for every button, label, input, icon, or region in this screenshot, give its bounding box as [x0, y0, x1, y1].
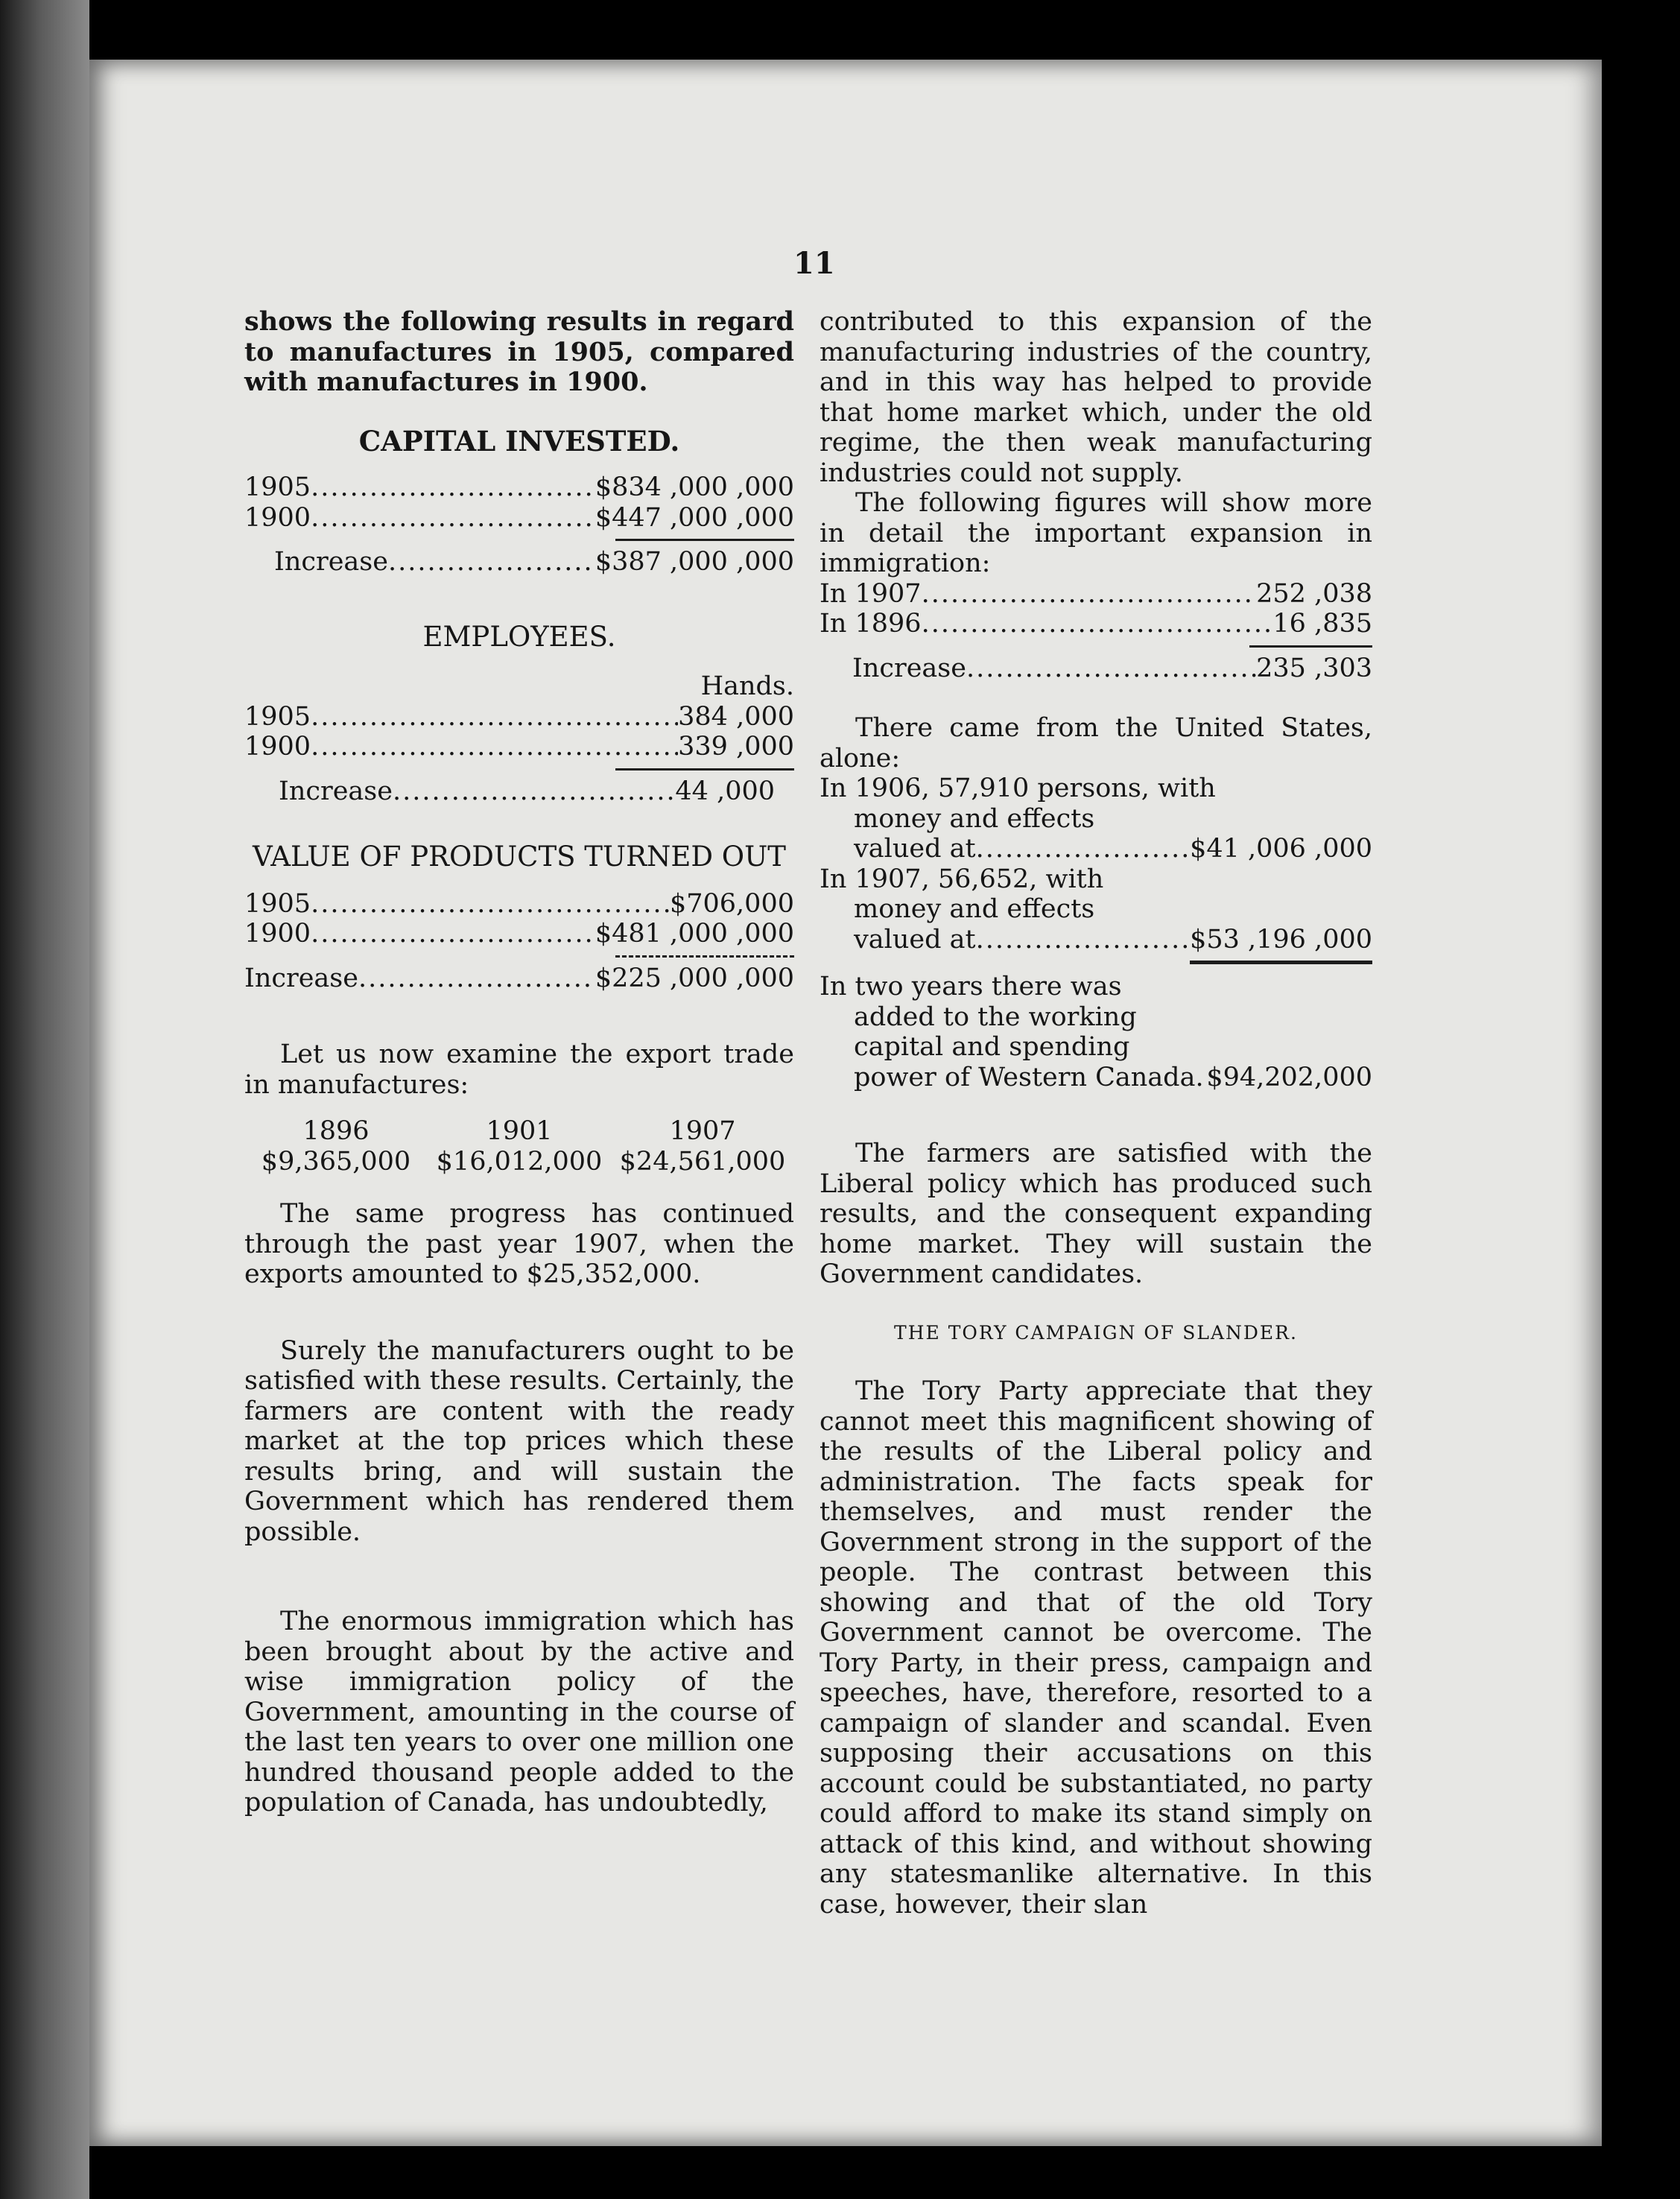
- sum-rule: [615, 955, 794, 958]
- row-value: $481 ,000 ,000: [595, 919, 794, 949]
- dot-leader: [976, 834, 1191, 864]
- row-label: Increase: [244, 963, 358, 993]
- page-number: 11: [793, 246, 835, 281]
- two-years-row: [820, 1063, 1372, 1093]
- export-value: $24,561,000: [619, 1146, 786, 1177]
- row-value: $834 ,000 ,000: [595, 472, 794, 502]
- dot-leader: [393, 776, 675, 807]
- dot-leader: [311, 702, 678, 733]
- dot-leader: [311, 503, 595, 534]
- row-label: 1900: [244, 732, 311, 762]
- sum-rule: [615, 539, 794, 541]
- sum-rule: [615, 768, 794, 771]
- export-year: 1907: [669, 1116, 736, 1146]
- products-row-1905: [244, 889, 794, 920]
- row-value: 384 ,000: [678, 701, 794, 732]
- tory-paragraph: The Tory Party appreciate that they cannot meet this magnificent showing of the results of the Liberal policy and administration. The facts speak for themselves, and must render the Government strong in the support of the people. The contrast between this showing and that of the old Tory Government cannot be overcome. The Tory Party, in their press, campaign and speeches, have, therefore, resorted to a campaign of slander and scandal. Even supposing their accusations on this account could be substantiated, no party could afford to make its stand simply on attack of this kind, and without showing any statesmanlike alternative. In this case, however, their slan: [820, 1376, 1372, 1920]
- products-increase-row: [244, 964, 794, 994]
- row-value: $447 ,000 ,000: [595, 502, 794, 533]
- capital-increase-row: [244, 547, 794, 578]
- dot-leader: [922, 609, 1273, 639]
- row-label: power of Western Canada.: [854, 1062, 1204, 1092]
- capital-row-1905: [244, 472, 794, 503]
- immigration-increase-row: [820, 654, 1372, 684]
- dot-leader: [311, 889, 670, 920]
- sum-rule: [1190, 961, 1372, 964]
- progress-paragraph: The same progress has continued through the past year 1907, when the exports amounted to $25,352,000.: [244, 1199, 794, 1289]
- dot-leader: [966, 654, 1256, 684]
- left-column: [244, 307, 794, 1818]
- employees-row-1900: [244, 732, 794, 762]
- export-years: [244, 1116, 794, 1147]
- facing-page-edge: [0, 0, 89, 2199]
- row-value: 16 ,835: [1272, 609, 1372, 639]
- us-1907-line1: In 1907, 56,652, with: [820, 864, 1104, 894]
- row-label: In 1907: [820, 578, 922, 609]
- us-1907-line2: money and effects: [854, 894, 1095, 924]
- immigration-row-1907: [820, 579, 1372, 610]
- two-years-line3: capital and spending: [854, 1032, 1130, 1062]
- products-heading: VALUE OF PRODUCTS TURNED OUT: [253, 841, 786, 873]
- sum-rule: [1249, 645, 1372, 648]
- row-label: In 1896: [820, 609, 922, 639]
- following-paragraph: The following figures will show more in detail the important expansion in immigration:: [820, 488, 1372, 578]
- row-label: Increase: [852, 653, 966, 683]
- row-label: 1900: [244, 919, 311, 949]
- right-column: [820, 307, 1372, 1920]
- contrib-paragraph: contributed to this expansion of the manufacturing industries of the country, and in this way has helped to provide that home market which, under the old regime, the then weak manufacturing industries could not supply.: [820, 307, 1372, 488]
- us-intro: There came from the United States, alone:: [820, 713, 1372, 773]
- row-label: Increase: [274, 547, 388, 577]
- row-label: Increase: [279, 776, 393, 806]
- two-years-line1: In two years there was: [820, 972, 1122, 1002]
- products-row-1900: [244, 919, 794, 949]
- row-value: $387 ,000 ,000: [595, 547, 794, 577]
- row-value: 339 ,000: [678, 732, 794, 762]
- dot-leader: [922, 579, 1257, 610]
- row-label: valued at: [854, 834, 976, 864]
- row-value: 235 ,303: [1256, 653, 1372, 683]
- export-year: 1901: [486, 1116, 553, 1146]
- export-intro: Let us now examine the export trade in manufactures:: [244, 1040, 794, 1100]
- capital-heading: CAPITAL INVESTED.: [358, 424, 680, 458]
- row-value: $94,202,000: [1206, 1062, 1372, 1092]
- surely-paragraph: Surely the manufacturers ought to be satisfied with these results. Certainly, the farmers are content with the ready market at the top prices which these results bring, and will sustain the Government which has rendered them possible.: [244, 1335, 794, 1547]
- export-year: 1896: [302, 1116, 370, 1146]
- us-1906-line2: money and effects: [854, 803, 1095, 834]
- row-label: 1905: [244, 701, 311, 732]
- employees-row-1905: [244, 702, 794, 733]
- us-1906-row: [820, 834, 1372, 864]
- dot-leader: [358, 964, 595, 994]
- export-value: $16,012,000: [436, 1146, 603, 1177]
- row-label: 1905: [244, 888, 311, 919]
- dot-leader: [311, 732, 678, 762]
- export-value: $9,365,000: [261, 1146, 411, 1177]
- row-value: $41 ,006 ,000: [1190, 834, 1372, 864]
- row-value: $225 ,000 ,000: [595, 963, 794, 993]
- dot-leader: [311, 919, 595, 949]
- intro-paragraph: shows the following results in regard to manufactures in 1905, compared with manufactures in 1900.: [244, 306, 794, 397]
- row-value: $53 ,196 ,000: [1190, 924, 1372, 955]
- two-years-line2: added to the working: [854, 1002, 1137, 1032]
- us-1906-line1: In 1906, 57,910 persons, with: [820, 773, 1216, 803]
- us-1907-row: [820, 925, 1372, 955]
- dot-leader: [388, 547, 595, 578]
- employees-heading: EMPLOYEES.: [422, 620, 616, 653]
- capital-row-1900: [244, 503, 794, 534]
- row-value: $706,000: [669, 888, 794, 919]
- immigration-paragraph: The enormous immigration which has been brought about by the active and wise immigration policy of the Government, amounting in the course of the last ten years to over one million one hundred thousand people added to the population of Canada, has undoubtedly,: [244, 1607, 794, 1817]
- row-value: 252 ,038: [1256, 578, 1372, 609]
- row-value: 44 ,000: [675, 776, 775, 806]
- export-values: [244, 1147, 794, 1177]
- immigration-row-1896: [820, 609, 1372, 639]
- dot-leader: [976, 925, 1191, 955]
- employees-unit: Hands.: [700, 671, 794, 701]
- employees-increase-row: [244, 776, 794, 807]
- dot-leader: [311, 472, 595, 503]
- tory-heading: THE TORY CAMPAIGN OF SLANDER.: [894, 1321, 1298, 1344]
- row-label: 1905: [244, 472, 311, 502]
- row-label: 1900: [244, 502, 311, 533]
- farmers-paragraph: The farmers are satisfied with the Liberal policy which has produced such results, and the consequent expanding home market. They will sustain the Government candidates.: [820, 1139, 1372, 1289]
- row-label: valued at: [854, 924, 976, 955]
